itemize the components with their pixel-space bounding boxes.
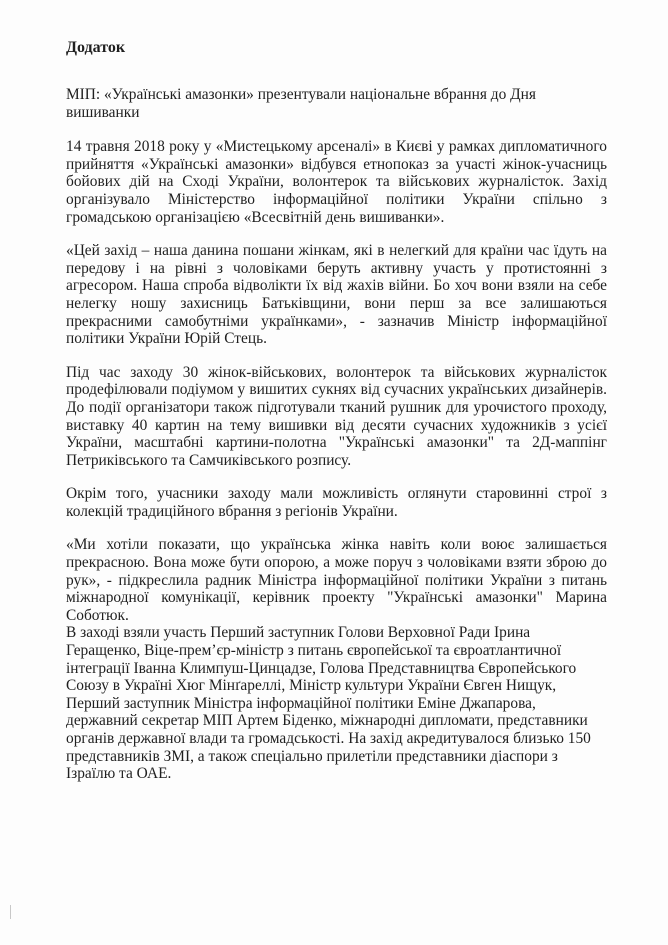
document-title: Додаток bbox=[66, 39, 126, 56]
news-headline: МІП: «Українські амазонки» презентували національне вбрання до Дня вишиванки bbox=[66, 86, 536, 121]
document-body bbox=[66, 38, 607, 783]
paragraph-minister-quote: «Цей захід – наша данина пошани жінкам, які в нелегкий для країни час їдуть на передову і на рівні з чоловіками беруть активну участь у протистоянні з агресором. Наша спроба відволікти їх від жахів війни. Бо хоч вони взяли на себе нелегку ношу захисниць Батьківщини, вони перш за все залишаються прекрасними самобутніми українками», - зазначив Міністр інформаційної політики України Юрій Стець. bbox=[66, 242, 607, 348]
paragraph-attendees: В заході взяли участь Перший заступник Голови Верховної Ради Ірина Геращенко, Віце-прем’єр-міністр з питань європейської та євроатлантичної інтеграції Іванна Климпуш-Цинцадзе, Голова Представництва Європейського Союзу в Україні Хюг Мінґареллі, Міністр культури України Євген Нищук, Перший заступник Міністра інформаційної політики Еміне Джапарова, державний секретар МІП Артем Біденко, міжнародні дипломати, представники органів державної влади та громадськості. На захід акредитувалося близько 150 представників ЗМІ, а також спеціально прилетіли представники діаспори з Ізраїлю та ОАЕ. bbox=[66, 624, 591, 783]
paragraph-event-summary: 14 травня 2018 року у «Мистецькому арсеналі» в Києві у рамках дипломатичного прийняття «Українські амазонки» відбувся етнопоказ за участі жінок-учасниць бойових дій на Сході України, волонтерок та військових журналісток. Захід організувало Міністерство інформаційної політики України спільно з громадською організацією «Всесвітній день вишиванки». bbox=[66, 138, 607, 226]
paragraph-costume-collection: Окрім того, учасники заходу мали можливість оглянути старовинні строї з колекцій традиційного вбрання з регіонів України. bbox=[66, 485, 607, 520]
scan-artifact bbox=[10, 905, 11, 919]
paragraph-advisor-quote: «Ми хотіли показати, що українська жінка навіть коли воює залишається прекрасною. Вона може бути опорою, а може поруч з чоловіками взяти зброю до рук», - підкреслила радник Міністра інформаційної політики України з питань міжнародної комунікації, керівник проекту "Українські амазонки" Марина Соботюк. bbox=[66, 536, 607, 624]
paragraph-fashion-show: Під час заходу 30 жінок-військових, волонтерок та військових журналісток продефілювали подіумом у вишитих сукнях від сучасних українських дизайнерів. До події організатори також підготували тканий рушник для урочистого проходу, виставку 40 картин на тему вишивки від десяти сучасних художників з усієї України, масштабні картини-полотна "Українські амазонки" та 2Д-маппінг Петриківського та Самчиківського розпису. bbox=[66, 363, 607, 469]
